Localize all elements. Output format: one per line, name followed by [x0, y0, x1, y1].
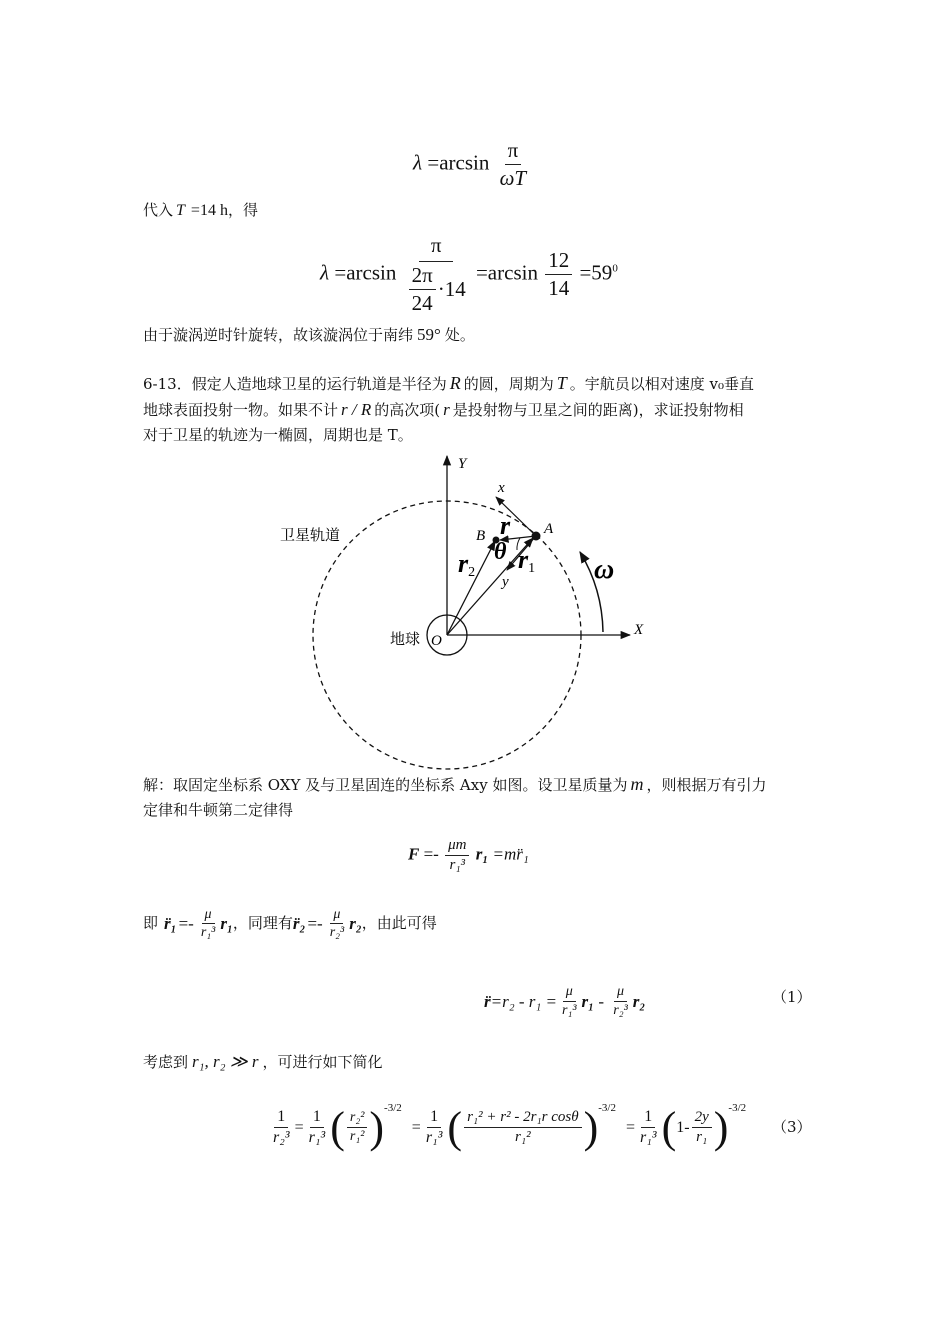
text: ，得 — [227, 201, 258, 219]
numerator: 12 — [545, 248, 572, 275]
text: 地球表面投射一物。如果不计 — [143, 401, 339, 419]
angle-value: 59° — [417, 325, 441, 344]
paragraph-conclusion — [143, 327, 475, 343]
label-theta: θ — [494, 539, 507, 565]
problem-line-3 — [143, 428, 413, 443]
r1-vector: r₁ — [475, 844, 489, 864]
label-local-x: x — [498, 480, 505, 496]
denominator — [404, 262, 469, 316]
fraction — [692, 1109, 712, 1146]
r1-vector: r₁ — [220, 914, 233, 933]
text: 。宇航员以相对速度 v₀垂直 — [569, 375, 754, 393]
label-r2: r2 — [458, 549, 476, 580]
label-A: A — [544, 521, 554, 537]
label-O: O — [431, 633, 442, 649]
text: 对于卫星的轨迹为一椭圆，周期也是 T。 — [143, 426, 413, 444]
text: 考虑到 — [143, 1053, 189, 1071]
arcsin-label: =arcsin — [475, 260, 538, 285]
text: 解：取固定坐标系 OXY 及与卫星固连的坐标系 Axy 如图。设卫星质量为 — [143, 776, 628, 794]
numerator: 1 — [641, 1108, 655, 1128]
label-omega: ω — [594, 554, 615, 585]
numerator: μ — [614, 984, 627, 1002]
paren-open: ( — [447, 1103, 463, 1152]
denominator: r₁³ — [562, 1003, 577, 1018]
superscript: 0 — [612, 262, 618, 275]
equation-force — [408, 837, 529, 874]
r2-vector: r₂ — [349, 914, 362, 933]
equals: = — [294, 1118, 304, 1136]
problem-line-2 — [143, 402, 744, 418]
multiplier: ·14 — [437, 277, 466, 301]
condition: r₁, r₂ ≫ r — [192, 1052, 259, 1071]
numerator: π — [419, 233, 454, 262]
numerator: μm — [445, 837, 469, 856]
equals-minus: =- — [423, 844, 439, 864]
equation-3-label: （3） — [772, 1118, 812, 1136]
inner-numerator: 2π — [409, 263, 436, 290]
numerator: π — [505, 138, 522, 165]
numerator: 1 — [274, 1108, 288, 1128]
text: 由于漩涡逆时针旋转，故该漩涡位于南纬 — [143, 326, 414, 344]
var-R: R — [449, 373, 461, 393]
denominator: r₁² — [349, 1129, 365, 1144]
text: 6-13．假定人造地球卫星的运行轨道是半径为 — [143, 375, 447, 393]
paren-close: ) — [713, 1103, 729, 1152]
fraction — [610, 984, 631, 1019]
paren-close: ) — [583, 1103, 599, 1152]
fraction — [559, 984, 580, 1019]
label-local-y: y — [502, 574, 509, 590]
minus: - — [594, 991, 609, 1011]
r-ddot: r̈ — [484, 991, 491, 1011]
denominator: r₂³ — [613, 1003, 628, 1018]
fraction — [497, 138, 530, 191]
fraction-compound — [404, 233, 469, 316]
var-T: T — [176, 202, 185, 219]
solution-line-1 — [143, 774, 767, 794]
var-r: r — [443, 400, 450, 419]
arcsin-label: =arcsin — [334, 260, 397, 285]
numerator: 1 — [310, 1108, 324, 1128]
paren-open: ( — [330, 1103, 345, 1152]
denominator: r₁ — [696, 1129, 708, 1145]
equation-3 — [268, 1102, 746, 1153]
paragraph-substitute — [143, 203, 258, 218]
denominator: r₁² — [515, 1129, 531, 1145]
solution-line-2 — [143, 803, 293, 818]
denominator: r₁³ — [200, 925, 216, 940]
fraction — [464, 1109, 582, 1146]
text: ，可进行如下简化 — [262, 1053, 383, 1071]
equation-1 — [484, 984, 645, 1019]
label-B: B — [476, 528, 486, 544]
orbit-diagram — [270, 445, 670, 775]
exponent: -3/2 — [598, 1102, 616, 1114]
fraction — [347, 1110, 368, 1145]
point-A — [532, 532, 541, 541]
r2-vector — [447, 541, 495, 635]
denominator: r₂³ — [273, 1129, 290, 1146]
equation-lambda-1 — [413, 138, 531, 191]
fraction — [423, 1108, 446, 1147]
inner-fraction — [409, 263, 436, 316]
force-symbol: F — [408, 844, 420, 864]
denominator: r₂³ — [329, 925, 345, 940]
numerator: μ — [330, 907, 343, 924]
ratio: r / R — [341, 400, 372, 419]
text: 即 — [143, 914, 159, 932]
arcsin-label: =arcsin — [427, 150, 490, 175]
value: =14 h — [190, 202, 228, 219]
rhs: =mr̈₁ — [492, 844, 529, 864]
lambda-symbol: λ — [320, 260, 330, 285]
fraction — [270, 1108, 293, 1147]
label-orbit: 卫星轨道 — [280, 526, 341, 544]
text: 定律和牛顿第二定律得 — [143, 801, 294, 819]
label-earth: 地球 — [390, 630, 421, 648]
equation-1-label: （1） — [772, 988, 812, 1006]
equals-minus: =- — [178, 914, 194, 933]
text: 代入 — [143, 201, 174, 219]
text: ，则根据万有引力 — [646, 776, 767, 794]
paragraph-accelerations — [143, 907, 437, 940]
numerator: r₁² + r² - 2r₁r cosθ — [464, 1109, 582, 1128]
fraction — [545, 248, 572, 301]
fraction — [327, 907, 348, 940]
equals-minus: =- — [307, 914, 323, 933]
text: 是投射物与卫星之间的距离)，求证投射物相 — [452, 401, 744, 419]
numerator: r₂² — [347, 1110, 368, 1128]
text: 处。 — [444, 326, 475, 344]
denominator: r₁³ — [308, 1129, 326, 1146]
exponent: -3/2 — [728, 1102, 747, 1114]
one-minus: 1- — [676, 1118, 690, 1136]
exponent: -3/2 — [384, 1102, 402, 1114]
r1-ddot: r̈₁ — [164, 914, 177, 933]
denominator: 14 — [548, 276, 570, 300]
difference: =r₂ - r₁ = — [490, 991, 558, 1011]
equation-lambda-2 — [320, 233, 618, 316]
equals: = — [625, 1118, 635, 1136]
label-r: r — [500, 511, 511, 540]
var-T: T — [556, 373, 567, 393]
r2-ddot: r̈₂ — [292, 914, 306, 933]
numerator: μ — [563, 984, 576, 1002]
fraction — [306, 1108, 329, 1147]
text: 的圆，周期为 — [463, 375, 554, 393]
numerator: 2y — [692, 1109, 712, 1128]
numerator: μ — [202, 907, 215, 924]
denominator: ωT — [499, 166, 527, 190]
numerator: 1 — [427, 1108, 441, 1128]
label-Y: Y — [458, 456, 467, 472]
fraction — [637, 1108, 660, 1147]
text: ，同理有 — [232, 914, 293, 932]
r1-vector: r₁ — [581, 991, 595, 1011]
lambda-symbol: λ — [413, 150, 423, 175]
label-r1: r1 — [518, 545, 536, 576]
fraction — [445, 837, 469, 874]
denominator: r₁³ — [640, 1129, 657, 1146]
result: =59 — [579, 260, 613, 285]
problem-line-1 — [143, 373, 754, 393]
denominator: r₁³ — [449, 857, 466, 873]
text: ，由此可得 — [361, 914, 437, 932]
equals: = — [411, 1118, 421, 1136]
r2-vector: r₂ — [632, 991, 646, 1011]
var-m: m — [630, 774, 644, 794]
fraction — [198, 907, 219, 940]
paragraph-approximation — [143, 1054, 383, 1070]
paren-close: ) — [369, 1103, 385, 1152]
denominator: r₁³ — [425, 1129, 443, 1146]
text: 的高次项( — [374, 401, 441, 419]
paren-open: ( — [661, 1103, 677, 1152]
label-X: X — [634, 622, 644, 638]
inner-denominator: 24 — [411, 291, 433, 315]
